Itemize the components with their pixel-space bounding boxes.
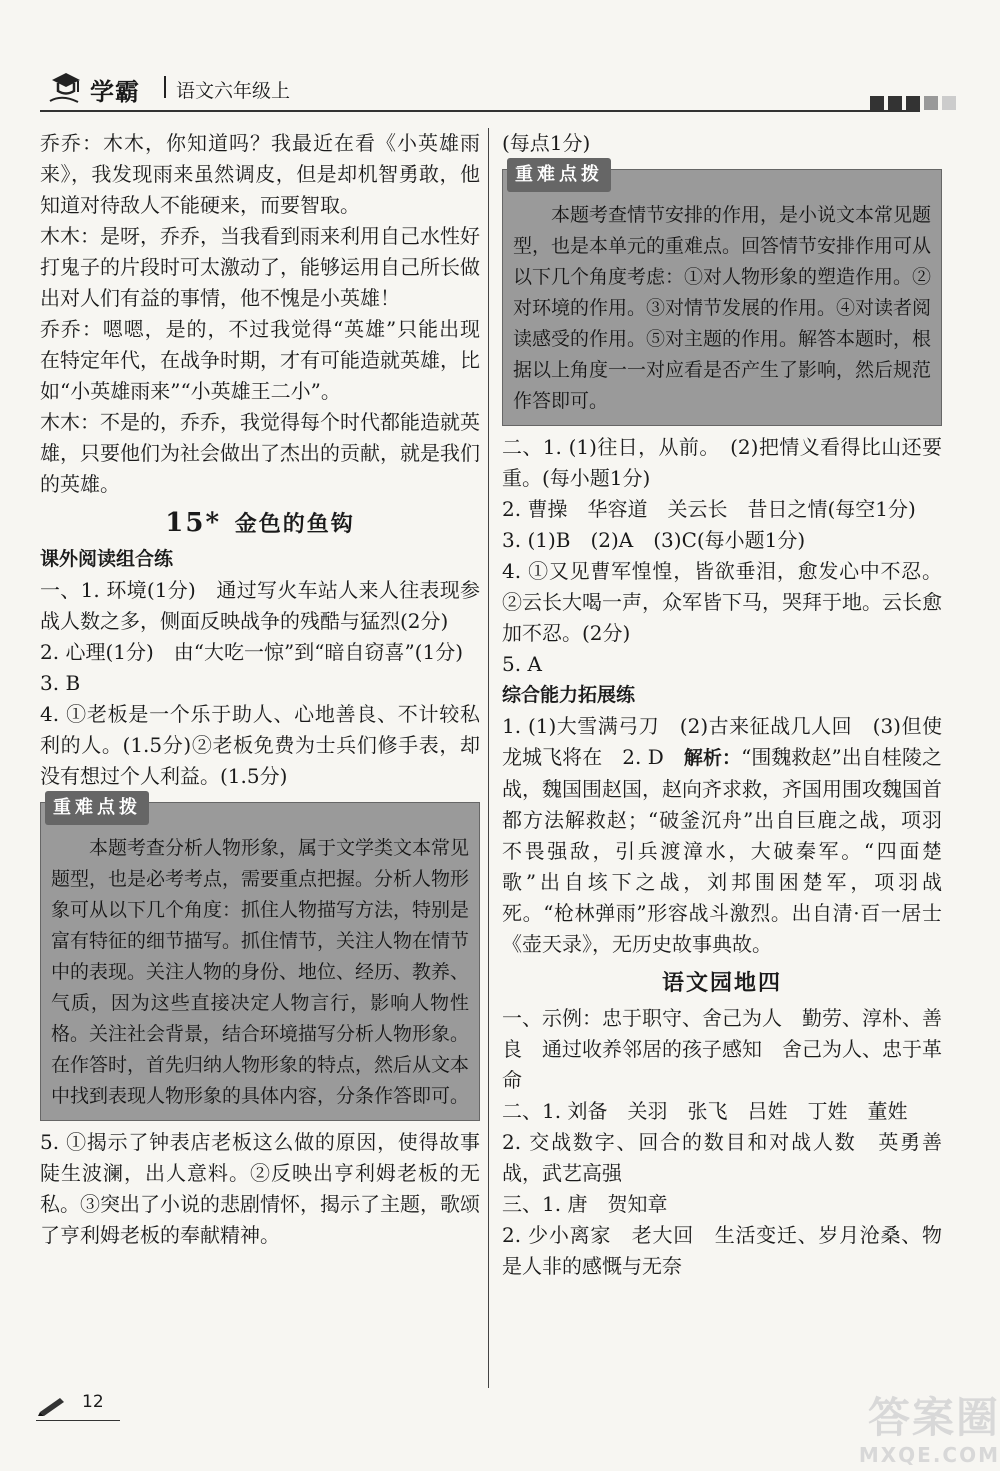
dialogue-line: 乔乔：嗯嗯，是的，不过我觉得“英雄”只能出现在特定年代，在战争时期，才有可能造就英雄，比如“小英雄雨来”“小英雄王二小”。: [40, 317, 480, 403]
answer-item: 4. ①老板是一个乐于助人、心地善良、不计较私利的人。(1.5分)②老板免费为士兵们修手表，却没有想过个人利益。(1.5分): [40, 702, 480, 788]
analysis-label: 解析：: [683, 747, 742, 769]
section-heading: 综合能力拓展练: [502, 684, 636, 706]
dialogue-line: 木木：是呀，乔乔，当我看到雨来利用自己水性好打鬼子的片段时可太激动了，能够运用自己所长做出对人们有益的事情，他不愧是小英雄！: [40, 224, 480, 310]
analysis-text: “围魏救赵”出自桂陵之战，魏国围赵国，赵向齐求救，齐国用围攻魏国首都方法解救赵；“破釜沉舟”出自巨鹿之战，项羽不畏强敌，引兵渡漳水，大破秦军。“四面楚歌”出自垓下之战，刘邦围困楚军，项羽战死。“枪林弹雨”形容战斗激烈。出自清·百一居士《壶天录》，无历史故事典故。: [502, 745, 942, 956]
brand-name: 学霸: [90, 78, 140, 106]
answer-item: 一、1. 环境(1分) 通过写火车站人来人往表现参战人数之多，侧面反映战争的残酷与猛烈(2分): [40, 578, 480, 633]
tip-label: 重难点拨: [507, 158, 611, 192]
column-divider: [488, 128, 489, 1388]
answer-item: 2. 心理(1分) 由“大吃一惊”到“暗自窃喜”(1分): [40, 640, 463, 664]
ext-answer: 1. (1)大雪满弓刀 (2)古来征战几人回 (3)但使龙城飞将在 2. D: [502, 714, 942, 769]
lesson-number: 15*: [165, 508, 222, 538]
answer-item: 2. 曹操 华容道 关云长 昔日之情(每空1分): [502, 497, 916, 521]
page-header: [40, 62, 960, 110]
answer-item: 三、1. 唐 贺知章: [502, 1192, 668, 1216]
left-column: [40, 128, 480, 1251]
graduation-cap-icon: [48, 68, 84, 106]
watermark-url: MXQE.COM: [858, 1443, 1000, 1467]
answer-item: 3. B: [40, 671, 81, 695]
watermark-logo: 答案圈: [867, 1393, 1000, 1442]
header-rule: [40, 110, 920, 112]
tip-label: 重难点拨: [45, 791, 149, 825]
right-column: [502, 128, 942, 1282]
answer-item: 2. 交战数字、回合的数目和对战人数 英勇善战，武艺高强: [502, 1130, 942, 1185]
section-heading: 课外阅读组合练: [40, 548, 174, 570]
page-number: 12: [82, 1392, 104, 1412]
answer-item: 3. (1)B (2)A (3)C(每小题1分): [502, 528, 806, 552]
tip-box: [40, 797, 480, 1121]
dialogue-line: 木木：不是的，乔乔，我觉得每个时代都能造就英雄，只要他们为社会做出了杰出的贡献，就是我们的英雄。: [40, 410, 480, 496]
tip-text: 本题考查情节安排的作用，是小说文本常见题型，也是本单元的重难点。回答情节安排作用可从以下几个角度考虑：①对人物形象的塑造作用。②对环境的作用。③对情节发展的作用。④对读者阅读感受的作用。⑤对主题的作用。解答本题时，根据以上角度一一对应看是否产生了影响，然后规范作答即可。: [513, 204, 932, 412]
answer-item: [502, 711, 942, 960]
garden-title: 语文园地四: [661, 970, 782, 996]
answer-item: 2. 少小离家 老大回 生活变迁、岁月沧桑、物是人非的感慨与无奈: [502, 1223, 942, 1278]
answer-item: 一、示例：忠于职守、舍己为人 勤劳、淳朴、善良 通过收养邻居的孩子感知 舍己为人、忠于革命: [502, 1006, 942, 1092]
tip-box: [502, 164, 942, 426]
answer-item: 4. ①又见曹军惶惶，皆欲垂泪，愈发心中不忍。②云长大喝一声，众军皆下马，哭拜于地。云长愈加不忍。(2分): [502, 559, 942, 645]
answer-item: 二、1. (1)往日，从前。 (2)把情义看得比山还要重。(每小题1分): [502, 435, 942, 490]
header-squares-decoration: [870, 96, 956, 110]
header-divider: [164, 76, 166, 98]
answer-item: 5. A: [502, 652, 542, 676]
page-footer: [36, 1392, 126, 1422]
tip-text: 本题考查分析人物形象，属于文学类文本常见题型，也是必考考点，需要重点把握。分析人物形象可从以下几个角度：抓住人物描写方法，特别是富有特征的细节描写。抓住情节，关注人物在情节中的表现。关注人物的身份、地位、经历、教养、气质，因为这些直接决定人物言行，影响人物性格。关注社会背景，结合环境描写分析人物形象。在作答时，首先归纳人物形象的特点，然后从文本中找到表现人物形象的具体内容，分条作答即可。: [51, 837, 470, 1107]
dialogue-line: 乔乔：木木，你知道吗？我最近在看《小英雄雨来》，我发现雨来虽然调皮，但是却机智勇敢，他知道对待敌人不能硬来，而要智取。: [40, 131, 480, 217]
footer-rule: [36, 1420, 120, 1421]
book-subject: 语文六年级上: [176, 80, 291, 102]
lesson-title: [40, 508, 480, 540]
answer-item: 二、1. 刘备 关羽 张飞 吕姓 丁姓 董姓: [502, 1099, 908, 1123]
lesson-name: 金色的鱼钩: [234, 511, 355, 537]
answer-item: 5. ①揭示了钟表店老板这么做的原因，使得故事陡生波澜，出人意料。②反映出亨利姆老板的无私。③突出了小说的悲剧情怀，揭示了主题，歌颂了亨利姆老板的奉献精神。: [40, 1130, 480, 1247]
watermark: [820, 1395, 1000, 1471]
pencil-icon: [36, 1394, 68, 1416]
answer-item: (每点1分): [502, 131, 591, 155]
